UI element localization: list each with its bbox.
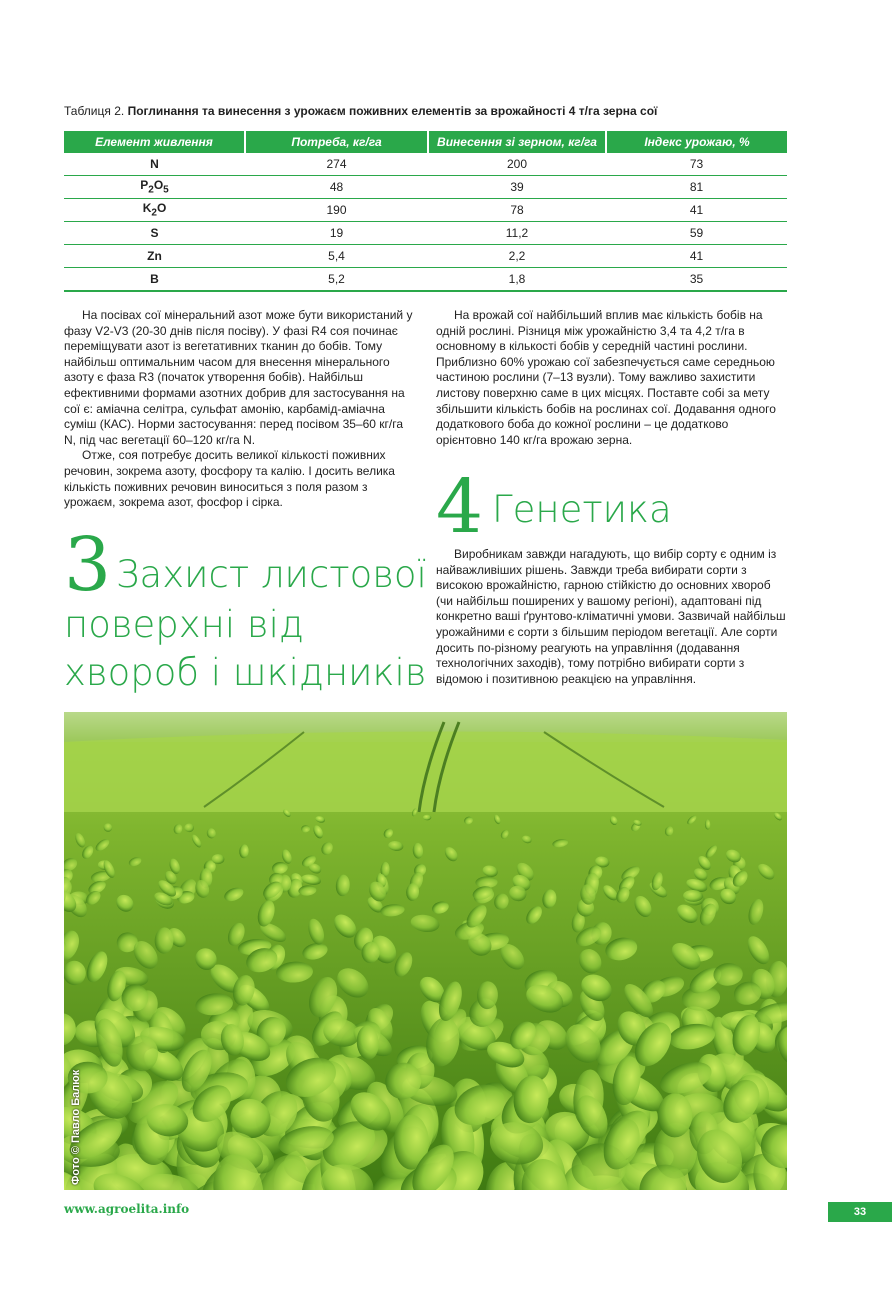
table-row [64,176,787,199]
left-column [64,308,416,511]
header-element: Елемент живлення [64,131,245,153]
paragraph: На посівах сої мінеральний азот може бути використаний у фазу V2-V3 (20-30 днів після посіву). У фазі R4 соя починає переміщувати азот із вегетативних тканин до бобів. Тому найбільш оптимальним часом для внесення мінерального азоту є фаза R3 (початок утворення бобів). Найбільш ефективними формами азотних добрив для застосування на сої є: аміачна селітра, сульфат амонію, карбамід-аміачна суміш (КАС). Норми застосування: перед посівом 35–60 кг/га N, під час вегетації 60–120 кг/га N. [64,308,413,447]
cell-need: 5,4 [245,245,428,268]
table-caption [64,104,824,118]
cell-need: 190 [245,199,428,222]
table-row [64,222,787,245]
section-3-number: 3 [64,522,112,608]
cell-element: $K_2O$ [64,199,245,222]
table-row [64,245,787,268]
cell-element: B [64,268,245,292]
paragraph: На врожай сої найбільший вплив має кількість бобів на одній рослині. Різниця між урожайністю 3,4 та 4,2 т/га в основному в кількості бобів у середній частині рослини. Приблизно 60% урожаю сої забезпечується саме середньою частиною рослини (7–13 вузли). Тому важливо захистити листову поверхню саме в цих місцях. Поставте собі за мету збільшити кількість бобів на рослинах сої. Додавання одного додаткового боба до кожної рослини – це додатково орієнтовно 140 кг/га врожаю зерна. [436,308,776,447]
header-removal: Винесення зі зерном, кг/га [428,131,606,153]
cell-element: Zn [64,245,245,268]
cell-removal: 11,2 [428,222,606,245]
cell-index: 35 [606,268,787,292]
cell-need: 274 [245,153,428,176]
section-3-heading-line: Захист листової [116,553,427,596]
field-illustration [64,712,787,1190]
section-4-body [436,547,786,687]
cell-index: 59 [606,222,787,245]
footer-url-link[interactable]: www.agroelita.info [64,1202,190,1216]
section-4-number: 4 [436,464,484,550]
cell-element: $P_2O_5$ [64,176,245,199]
soybean-field-photo [64,712,787,1190]
cell-index: 81 [606,176,787,199]
cell-element: S [64,222,245,245]
cell-removal: 2,2 [428,245,606,268]
section-4-heading: Генетика [492,488,672,531]
cell-element: N [64,153,245,176]
section-3-heading-line: хвороб і шкідників [64,651,427,694]
cell-removal: 1,8 [428,268,606,292]
cell-index: 41 [606,199,787,222]
paragraph: Отже, соя потребує досить великої кількості поживних речовин, зокрема азоту, фосфору та калію. І досить велика кількість поживних речовин виноситься з поля разом з урожаєм, зокрема азот, фосфор і сірка. [64,448,395,510]
header-index: Індекс урожаю, % [606,131,787,153]
paragraph: Виробникам завжди нагадують, що вибір сорту є одним із найважливіших рішень. Завжди треба вибирати сорти з високою врожайністю, гарною стійкістю до основних хвороб (чи найбільш поширених у вашому регіоні), адаптовані під конкретно ваші ґрунтово-кліматичні умови. Зазвичай найбільш урожайними є сорти з більшим періодом вегетації. Але сорти досить по-різному реагують на управління (додавання технологічних заходів), тому потрібно вибирати сорти з відомою і позитивною реакцією на управління. [436,547,786,686]
cell-need: 48 [245,176,428,199]
caption-prefix: Таблиця 2. [64,104,128,118]
photo-credit: Фото © Павло Балюк [70,1069,82,1185]
table-row [64,268,787,292]
cell-need: 19 [245,222,428,245]
caption-title: Поглинання та винесення з урожаєм поживних елементів за врожайності 4 т/га зерна сої [127,104,658,118]
table-header-row [64,131,787,153]
table-row [64,199,787,222]
section-3-heading-line: поверхні від [64,603,304,646]
table-row [64,153,787,176]
cell-index: 41 [606,245,787,268]
cell-need: 5,2 [245,268,428,292]
right-column [436,308,786,448]
cell-removal: 78 [428,199,606,222]
header-need: Потреба, кг/га [245,131,428,153]
nutrients-table [64,131,787,292]
page-number-badge: 33 [828,1202,892,1222]
cell-removal: 200 [428,153,606,176]
cell-removal: 39 [428,176,606,199]
cell-index: 73 [606,153,787,176]
